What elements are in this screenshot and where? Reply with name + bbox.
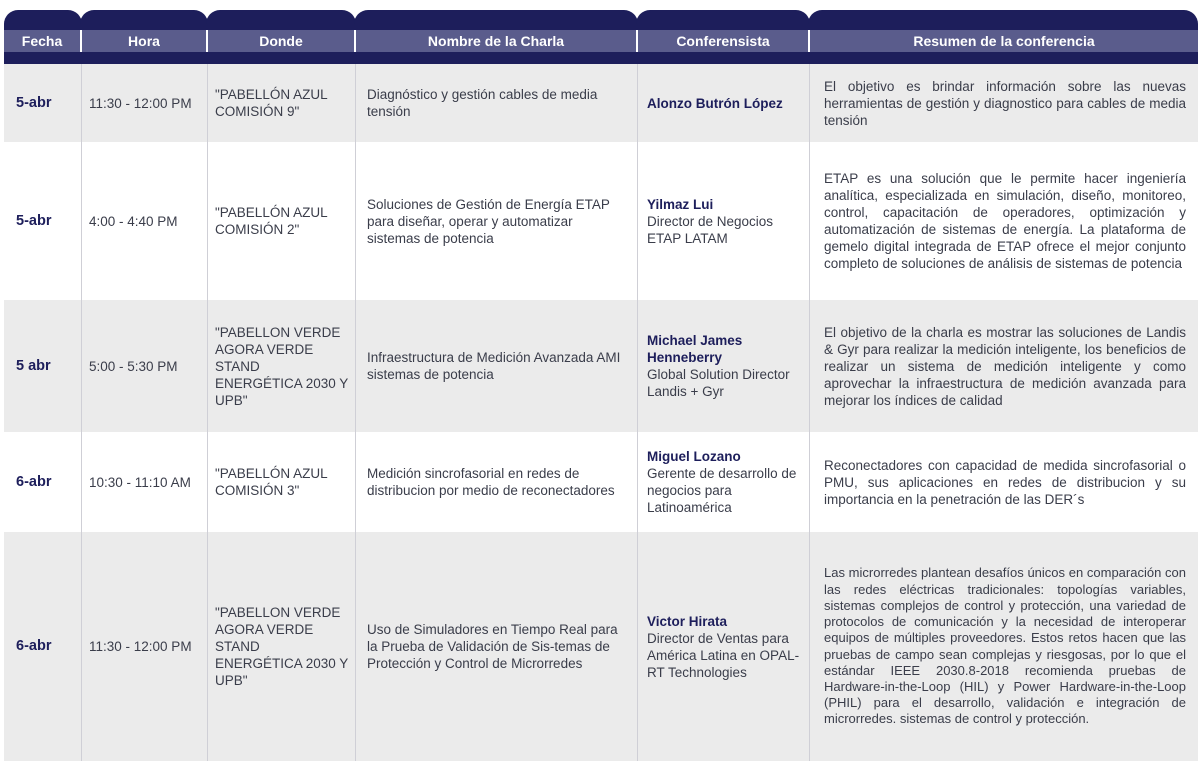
cell-charla: Uso de Simuladores en Tiempo Real para la Prueba de Validación de Sis-temas de Protección y Control de Microrredes <box>367 622 618 671</box>
header-charla: Nombre de la Charla <box>427 33 565 49</box>
cell-charla: Diagnóstico y gestión cables de media tensión <box>367 87 598 119</box>
cell-resumen <box>812 532 1198 761</box>
cell-hora: 4:00 - 4:40 PM <box>89 213 178 229</box>
cell-charla: Medición sincrofasorial en redes de distribucion por medio de reconectadores <box>367 466 615 498</box>
header-fecha: Fecha <box>21 33 63 49</box>
speaker-role: Director de Ventas para América Latina en OPAL-RT Technologies <box>647 630 800 680</box>
cell-donde: "PABELLON VERDE AGORA VERDE STAND ENERGÉTICA 2030 Y UPB" <box>215 324 349 408</box>
cell-conferencista <box>642 142 808 300</box>
column-divider <box>355 64 356 761</box>
cell-fecha: 5-abr <box>16 212 52 229</box>
header-tab <box>4 10 82 30</box>
header-tab <box>80 10 208 30</box>
table-row <box>4 432 1198 532</box>
speaker-name: Victor Hirata <box>647 613 728 629</box>
cell-donde: "PABELLÓN AZUL COMISIÓN 3" <box>215 466 328 498</box>
cell-fecha: 5-abr <box>16 94 52 111</box>
header-donde: Donde <box>259 33 303 49</box>
cell-resumen <box>812 64 1198 142</box>
speaker-role: Gerente de desarrollo de negocios para Latinoamérica <box>647 466 797 515</box>
cell-charla: Infraestructura de Medición Avanzada AMI sistemas de potencia <box>367 350 621 382</box>
cell-fecha: 6-abr <box>16 473 52 490</box>
table-row <box>4 532 1198 761</box>
cell-resumen <box>812 142 1198 300</box>
cell-hora: 5:00 - 5:30 PM <box>89 358 178 374</box>
header-conferencista: Conferensista <box>676 33 770 49</box>
speaker-name: Alonzo Butrón López <box>647 95 783 111</box>
speaker-name: Michael James Henneberry <box>647 333 743 365</box>
cell-fecha: 5 abr <box>16 357 51 374</box>
header-base <box>4 52 1198 64</box>
cell-hora: 11:30 - 12:00 PM <box>89 95 192 111</box>
table-row <box>4 64 1198 142</box>
speaker-role: Global Solution Director Landis + Gyr <box>647 367 790 399</box>
cell-conferencista <box>642 300 808 432</box>
cell-hora: 11:30 - 12:00 PM <box>89 639 192 654</box>
cell-hora: 10:30 - 11:10 AM <box>89 474 191 490</box>
header-tab <box>354 10 638 30</box>
header-resumen: Resumen de la conferencia <box>913 33 1095 49</box>
speaker-role: Director de Negocios ETAP LATAM <box>647 213 774 246</box>
summary-text: Las microrredes plantean desafíos únicos en comparación con las redes eléctricas tradicionales: topologías variables, sistemas complejos de control y protección, una variedad de protocolos de comunicación y la necesidad de interoperar equipos de múltiples proveedores. Estos retos hacen que las pruebas de campo sean complejas y riesgosas, por lo que el estándar IEEE 2030.8-2018 recomienda pruebas de Hardware-in-the-Loop (HIL) y Power Hardware-in-the-Loop (PHIL) para el desarrollo, validación e integración de microrredes. sistemas de control y protección. <box>824 565 1186 727</box>
cell-charla: Soluciones de Gestión de Energía ETAP para diseñar, operar y automatizar sistemas de potencia <box>367 196 610 246</box>
header-tab <box>636 10 810 30</box>
summary-text: El objetivo es brindar información sobre las nuevas herramientas de gestión y diagnostico para cables de media tensión <box>824 78 1186 128</box>
cell-conferencista <box>642 432 808 532</box>
column-divider <box>207 64 208 761</box>
speaker-name: Yilmaz Lui <box>647 196 714 212</box>
header-tab <box>206 10 356 30</box>
header-tab <box>808 10 1198 30</box>
column-divider <box>809 64 810 761</box>
table-row <box>4 300 1198 432</box>
cell-resumen <box>812 300 1198 432</box>
column-divider <box>637 64 638 761</box>
summary-text: Reconectadores con capacidad de medida sincrofasorial o PMU, sus aplicaciones en redes de distribucion y su importancia en la penetración de las DER´s <box>824 457 1186 507</box>
table-header <box>0 10 1204 64</box>
cell-conferencista <box>642 532 808 761</box>
cell-donde: "PABELLON VERDE AGORA VERDE STAND ENERGÉTICA 2030 Y UPB" <box>215 605 349 688</box>
cell-resumen <box>812 432 1198 532</box>
column-divider <box>81 64 82 761</box>
cell-donde: "PABELLÓN AZUL COMISIÓN 2" <box>215 205 328 237</box>
header-hora: Hora <box>128 33 160 49</box>
cell-donde: "PABELLÓN AZUL COMISIÓN 9" <box>215 87 328 119</box>
table-row <box>4 142 1198 300</box>
summary-text: El objetivo de la charla es mostrar las soluciones de Landis & Gyr para realizar la medición inteligente, los beneficios de realizar un sistema de medición inteligente y como aprovechar la infraestructura de medición avanzada para mejorar los índices de calidad <box>824 324 1186 408</box>
summary-text: ETAP es una solución que le permite hacer ingeniería analítica, especializada en simulación, diseño, monitoreo, control, capacitación de operadores, optimización y automatización de sistemas de energía. La plataforma de gemelo digital integrada de ETAP ofrece el mejor conjunto completo de soluciones de análisis de sistemas de potencia <box>824 171 1186 271</box>
speaker-name: Miguel Lozano <box>647 449 741 464</box>
cell-conferencista <box>642 64 808 142</box>
cell-fecha: 6-abr <box>16 638 52 654</box>
